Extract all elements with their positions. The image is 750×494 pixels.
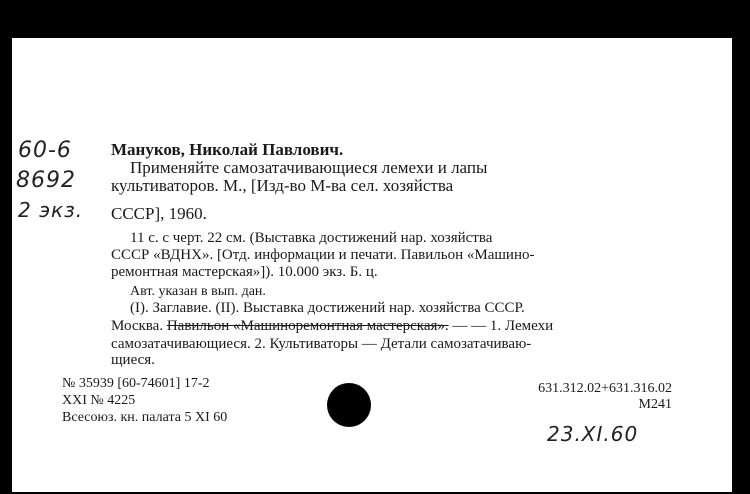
catalog-card [12,38,732,492]
author-mark: М241 [638,397,672,412]
udc-code: 631.312.02+631.316.02 [538,381,672,396]
handwritten-copies: 2 экз. [18,198,84,222]
tracing-line-2 [111,318,553,334]
description-line-2: СССР «ВДНХ». [Отд. информации и печати. Павильон «Машино- [111,247,535,263]
handwritten-call-number-2: 8692 [16,168,76,193]
description-line-1: 11 с. с черт. 22 см. (Выставка достижений нар. хозяйства [130,230,493,246]
title-line-3: СССР], 1960. [111,204,207,223]
tracing-line-3: самозатачивающиеся. 2. Культиваторы — Детали самозатачиваю- [111,336,532,352]
author-heading: Мануков, Николай Павлович. [111,140,344,159]
tracing-subject-1: — — 1. Лемехи [452,318,554,334]
tracing-struck-text: Павильон «Машиноремонтная мастерская». [166,318,449,334]
author-note: Авт. указан в вып. дан. [130,284,266,299]
handwritten-date: 23.XI.60 [547,422,639,446]
tracing-city: Москва. [111,318,164,334]
chamber-stamp: Всесоюз. кн. палата 5 XI 60 [62,410,228,425]
handwritten-call-number-1: 60-6 [18,138,72,163]
card-punch-hole [327,383,371,427]
registration-number: № 35939 [60-74601] 17-2 [62,376,210,391]
tracing-line-4: щиеся. [111,352,155,368]
description-line-3: ремонтная мастерская»]). 10.000 экз. Б. ц. [111,264,378,280]
series-number: XXI № 4225 [62,393,136,408]
title-line-2: культиваторов. М., [Изд-во М-ва сел. хозяйства [111,176,454,195]
tracing-line-1: (I). Заглавие. (II). Выставка достижений нар. хозяйства СССР. [130,300,525,316]
title-line-1: Применяйте самозатачивающиеся лемехи и лапы [130,158,488,177]
